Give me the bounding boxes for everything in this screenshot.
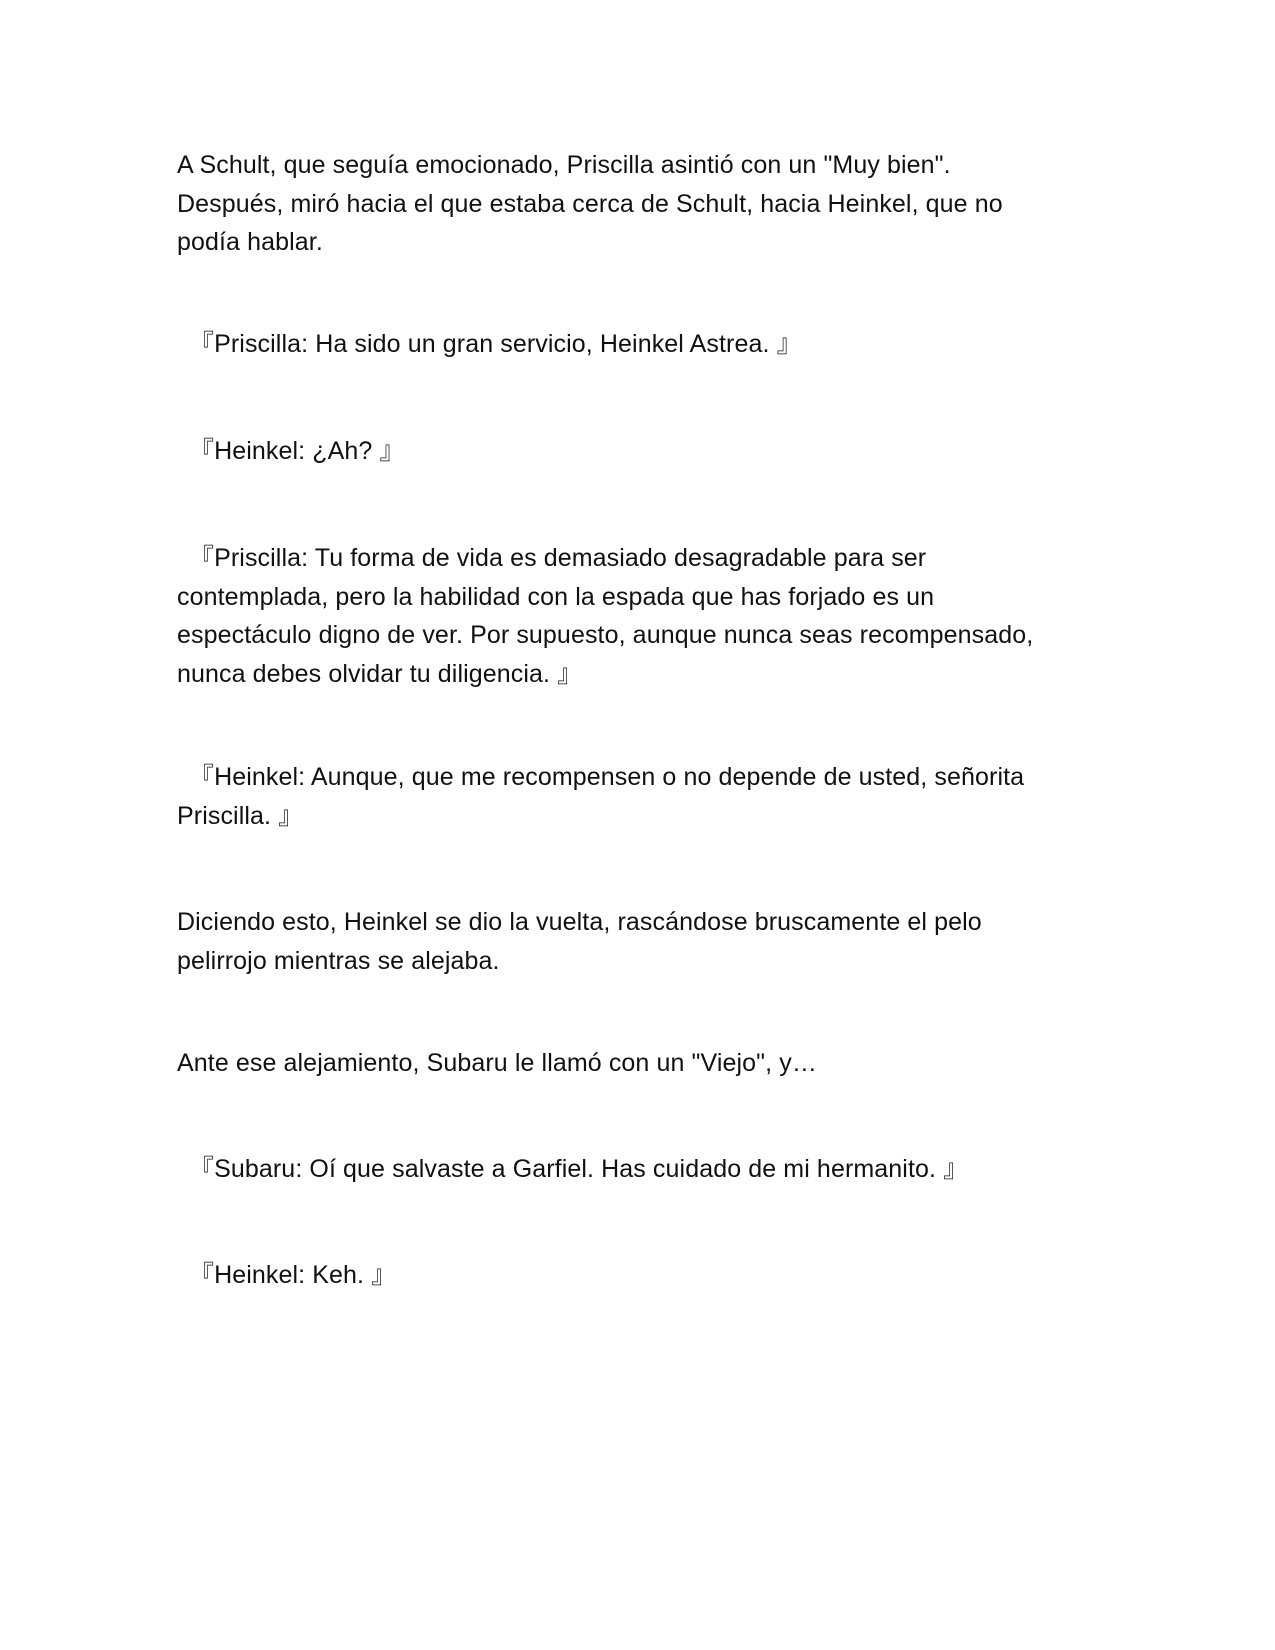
text-line: Después, miró hacia el que estaba cerca de Schult, hacia Heinkel, que no: [177, 189, 1003, 218]
dialogue-heinkel-2: [177, 758, 1077, 835]
text-line: Diciendo esto, Heinkel se dio la vuelta, rascándose bruscamente el pelo: [177, 908, 982, 936]
text-line: 『Priscilla: Ha sido un gran servicio, Heinkel Astrea. 』: [189, 330, 802, 358]
text-line: Priscilla. 』: [177, 801, 304, 830]
dialogue-heinkel-1: [177, 432, 1077, 471]
dialogue-priscilla-1: [177, 325, 1077, 364]
narration-paragraph-3: [177, 1044, 1077, 1083]
text-line: podía hablar.: [177, 228, 323, 256]
narration-paragraph-1: [177, 146, 1077, 262]
text-line: nunca debes olvidar tu diligencia. 』: [177, 659, 583, 688]
text-line: 『Priscilla: Tu forma de vida es demasiado desagradable para ser: [189, 544, 927, 572]
text-line: 『Heinkel: Keh. 』: [189, 1261, 397, 1289]
text-line: Ante ese alejamiento, Subaru le llamó con un "Viejo", y…: [177, 1049, 817, 1077]
text-line: 『Subaru: Oí que salvaste a Garfiel. Has cuidado de mi hermanito. 』: [189, 1155, 969, 1183]
narration-paragraph-2: [177, 903, 1077, 980]
text-line: pelirrojo mientras se alejaba.: [177, 946, 500, 975]
dialogue-subaru-1: [177, 1150, 1077, 1189]
text-line: contemplada, pero la habilidad con la espada que has forjado es un: [177, 582, 935, 611]
dialogue-priscilla-2: [177, 539, 1077, 693]
text-line: 『Heinkel: Aunque, que me recompensen o no depende de usted, señorita: [189, 763, 1025, 791]
text-line: espectáculo digno de ver. Por supuesto, aunque nunca seas recompensado,: [177, 621, 1034, 649]
text-line: 『Heinkel: ¿Ah? 』: [189, 437, 405, 465]
text-line: A Schult, que seguía emocionado, Priscilla asintió con un "Muy bien".: [177, 151, 951, 179]
dialogue-heinkel-3: [177, 1256, 1077, 1295]
